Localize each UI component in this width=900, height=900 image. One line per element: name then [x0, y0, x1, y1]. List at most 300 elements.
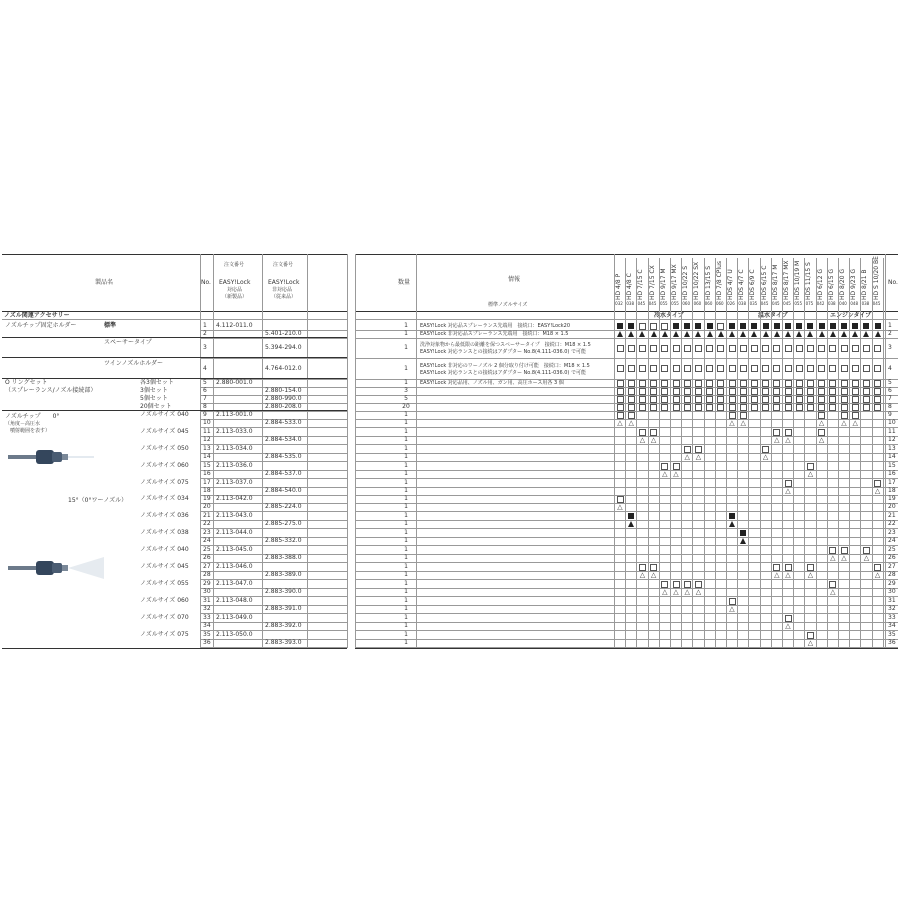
compat-open-mark: [795, 395, 803, 403]
row-number-right: 13: [888, 445, 896, 452]
order-no-legacy: 4.764-012.0: [265, 364, 302, 372]
row-number-right: 36: [888, 639, 896, 646]
compat-open-mark: [762, 387, 770, 395]
compat-open-mark: [694, 379, 702, 387]
compat-open-mark: [784, 614, 792, 622]
row-number-right: 21: [888, 512, 896, 519]
compat-open-mark: [728, 365, 736, 373]
model-header-4: [660, 258, 668, 300]
compat-open-mark: [638, 344, 646, 352]
row-number: 17: [203, 479, 211, 486]
row-number: 32: [203, 605, 211, 612]
row-label: ノズルサイズ 034: [140, 495, 189, 502]
compat-triangle-open-mark: △: [673, 470, 679, 478]
row-number: 20: [203, 503, 211, 510]
row-number: 13: [203, 445, 211, 452]
nozzle-code: 026: [727, 301, 735, 306]
row-number-right: 34: [888, 622, 896, 629]
row-label: ノズルサイズ 036: [140, 512, 189, 519]
label-standard: 標準: [104, 322, 117, 329]
header-product-name: 製品名: [95, 279, 114, 286]
row-label: ノズルサイズ 040: [140, 546, 189, 553]
row-quantity: 5: [404, 395, 408, 402]
compat-triangle-open-mark: △: [650, 571, 657, 579]
compat-open-mark: [694, 403, 702, 411]
compat-black-mark: [862, 322, 870, 330]
row-number: 6: [203, 387, 207, 394]
order-no-legacy: 2.880-990.0: [265, 395, 302, 402]
table-row: [0, 379, 900, 387]
compat-triangle-mark: [739, 330, 747, 338]
row-number: 4: [203, 364, 207, 372]
compat-triangle-open-mark: △: [762, 453, 769, 461]
compat-open-mark: [840, 387, 848, 395]
compat-black-mark: [762, 322, 770, 330]
row-quantity: 1: [404, 445, 408, 452]
row-number: 22: [203, 520, 211, 527]
row-label: ノズルサイズ 055: [140, 580, 189, 587]
compat-triangle-open-mark: △: [662, 470, 668, 478]
compat-open-mark: [650, 395, 658, 403]
compat-open-mark: [874, 387, 882, 395]
compat-open-mark: [728, 597, 736, 605]
compat-black-mark: [784, 322, 792, 330]
nozzle-code: 038: [626, 301, 634, 306]
compat-open-mark: [706, 344, 714, 352]
compat-open-mark: [818, 403, 826, 411]
compat-open-mark: [638, 395, 646, 403]
compat-open-mark: [795, 365, 803, 373]
row-number: 26: [203, 554, 211, 561]
row-info-extra: EASY!Lock 対応ランスとの接続はアダプター No.8(4.111-036.0) で可能: [420, 369, 586, 376]
table-row: [0, 358, 900, 379]
row-label: 5個セット: [140, 395, 168, 402]
label-oring1: O リングセット: [5, 379, 48, 386]
row-quantity: 1: [404, 462, 408, 469]
compat-open-mark: [806, 395, 814, 403]
table-row: [0, 563, 900, 571]
label-tip15: 15°（0°ワーノズル）: [68, 497, 128, 504]
row-quantity: 1: [404, 436, 408, 443]
table-row: [0, 436, 900, 444]
table-row: [0, 546, 900, 554]
row-number: 29: [203, 580, 211, 587]
compat-open-mark: [706, 403, 714, 411]
compat-open-mark: [762, 395, 770, 403]
compat-black-mark: [739, 529, 747, 537]
row-number-right: 19: [888, 495, 896, 502]
compat-open-mark: [717, 395, 725, 403]
compat-open-mark: [862, 395, 870, 403]
compat-open-mark: [795, 387, 803, 395]
compat-triangle-open-mark: △: [639, 571, 646, 579]
order-no-legacy: 2.883-392.0: [265, 622, 302, 629]
compat-triangle-mark: [616, 330, 624, 338]
row-quantity: 1: [404, 554, 408, 561]
compat-open-mark: [683, 344, 691, 352]
row-number: 8: [203, 403, 207, 410]
row-label: ノズルサイズ 050: [140, 445, 189, 452]
compat-open-mark: [706, 379, 714, 387]
model-name: HDS 8/17 MX: [783, 260, 790, 300]
nozzle-code: 075: [805, 301, 814, 306]
compat-open-mark: [672, 379, 680, 387]
compat-open-mark: [661, 379, 669, 387]
row-quantity: 20: [402, 403, 410, 410]
compat-open-mark: [851, 403, 859, 411]
compat-open-mark: [683, 403, 691, 411]
group-separator: [2, 357, 347, 358]
compat-open-mark: [706, 387, 714, 395]
model-header-3: [649, 258, 657, 300]
compat-open-mark: [762, 379, 770, 387]
label-tip: ノズルチップ 0°: [5, 413, 60, 420]
table-row: [0, 445, 900, 453]
compat-triangle-mark: [694, 330, 702, 338]
compat-open-mark: [706, 395, 714, 403]
row-number: 15: [203, 462, 211, 469]
row-number-right: 5: [888, 379, 892, 386]
row-number: 23: [203, 529, 211, 536]
compat-open-mark: [762, 403, 770, 411]
table-row: [0, 479, 900, 487]
compat-open-mark: [616, 403, 624, 411]
compat-triangle-mark: [829, 330, 837, 338]
model-header-14: [772, 258, 780, 300]
compat-triangle-mark: [638, 330, 646, 338]
compat-open-mark: [739, 411, 747, 419]
compat-triangle-open-mark: △: [785, 487, 791, 495]
row-label: ノズルサイズ 045: [140, 428, 189, 435]
top-border-left: [2, 254, 347, 255]
compat-open-mark: [784, 428, 792, 436]
row-number: 16: [203, 470, 211, 477]
compat-triangle-open-mark: △: [673, 588, 679, 596]
order-no-legacy: 2.884-537.0: [265, 470, 302, 477]
compat-black-mark: [739, 322, 747, 330]
compat-open-mark: [862, 546, 870, 554]
compat-open-mark: [773, 403, 781, 411]
compat-open-mark: [638, 563, 646, 571]
compat-open-mark: [773, 379, 781, 387]
compat-open-mark: [806, 365, 814, 373]
row-number: 5: [203, 379, 207, 386]
group-separator: [2, 410, 347, 411]
group-hot: 温水タイプ: [758, 312, 788, 319]
compat-triangle-mark: [750, 330, 758, 338]
header-order-a-title: 注文番号: [224, 262, 245, 268]
row-label: 3個セット: [140, 387, 168, 394]
row-number-right: 4: [888, 364, 892, 372]
row-quantity: 1: [404, 588, 408, 595]
compat-triangle-mark: [795, 330, 803, 338]
row-number: 9: [203, 411, 207, 418]
table-row: [0, 537, 900, 545]
order-no-easylock: 2.113-050.0: [216, 631, 253, 638]
row-quantity: 1: [404, 487, 408, 494]
compat-open-mark: [672, 580, 680, 588]
table-row: [0, 554, 900, 562]
compat-open-mark: [840, 403, 848, 411]
compat-open-mark: [773, 428, 781, 436]
compat-open-mark: [851, 344, 859, 352]
order-no-legacy: 2.884-533.0: [265, 419, 302, 426]
row-label: 各3個セット: [140, 379, 174, 386]
compat-triangle-open-mark: △: [830, 588, 836, 596]
compat-open-mark: [717, 387, 725, 395]
order-no-easylock: 4.112-011.0: [216, 322, 253, 329]
nozzle-code: 038: [738, 301, 746, 306]
compat-open-mark: [650, 403, 658, 411]
compat-open-mark: [739, 395, 747, 403]
model-header-1: [626, 258, 634, 300]
nozzle-code: 045: [637, 301, 646, 306]
order-no-easylock: 2.113-033.0: [216, 428, 253, 435]
row-quantity: 1: [404, 580, 408, 587]
compat-open-mark: [683, 395, 691, 403]
table-row: [0, 503, 900, 511]
compat-black-mark: [728, 322, 736, 330]
compat-triangle-mark: [672, 330, 680, 338]
compat-black-mark: [616, 322, 624, 330]
compat-open-mark: [773, 395, 781, 403]
compat-open-mark: [650, 379, 658, 387]
row-line-right: [355, 647, 898, 648]
row-number: 11: [203, 428, 211, 435]
order-no-legacy: 2.883-391.0: [265, 605, 302, 612]
model-name: HD 4/8 P: [615, 273, 622, 300]
row-number: 14: [203, 453, 211, 460]
compat-black-mark: [773, 322, 781, 330]
compat-triangle-open-mark: △: [841, 419, 847, 427]
compat-open-mark: [661, 322, 669, 330]
row-line-left: [200, 647, 347, 648]
model-name: HD 6/15 G: [827, 268, 835, 300]
table-row: [0, 588, 900, 596]
compat-open-mark: [874, 365, 882, 373]
table-row: [0, 529, 900, 537]
compat-open-mark: [661, 580, 669, 588]
header-order-b-sub2: 非対応品: [272, 287, 293, 293]
model-name: HD 9/17 MX: [671, 264, 678, 300]
order-no-easylock: 2.113-043.0: [216, 512, 253, 519]
row-number-right: 10: [888, 419, 896, 426]
compat-triangle-mark: [862, 330, 870, 338]
order-no-legacy: 2.883-390.0: [265, 588, 302, 595]
row-quantity: 1: [404, 571, 408, 578]
compat-black-mark: [795, 322, 803, 330]
compat-open-mark: [661, 395, 669, 403]
compat-open-mark: [650, 563, 658, 571]
model-header-0: [615, 258, 623, 300]
row-quantity: 1: [404, 479, 408, 486]
model-name: HDS 11/15 S: [805, 262, 813, 300]
compat-open-mark: [773, 387, 781, 395]
header-qty: 数量: [398, 279, 411, 286]
compat-triangle-open-mark: △: [874, 487, 881, 495]
row-quantity: 1: [404, 503, 408, 510]
row-number-right: 28: [888, 571, 896, 578]
compat-triangle-open-mark: △: [841, 554, 847, 562]
compat-open-mark: [650, 322, 658, 330]
nozzle-code: 045: [783, 301, 791, 306]
compat-open-mark: [784, 387, 792, 395]
compat-open-mark: [706, 365, 714, 373]
row-quantity: 1: [404, 512, 408, 519]
table-row: [0, 512, 900, 520]
compat-triangle-mark: [706, 330, 714, 338]
nozzle-code: 060: [704, 301, 713, 306]
compat-open-mark: [829, 365, 837, 373]
compat-open-mark: [672, 365, 680, 373]
compat-black-mark: [829, 322, 837, 330]
row-number-right: 33: [888, 614, 896, 621]
row-number: 21: [203, 512, 211, 519]
compat-open-mark: [762, 445, 770, 453]
row-number-right: 3: [888, 344, 892, 351]
compat-triangle-open-mark: △: [785, 436, 791, 444]
compat-open-mark: [874, 344, 882, 352]
compat-open-mark: [750, 344, 758, 352]
row-quantity: 1: [404, 495, 408, 502]
compat-open-mark: [750, 379, 758, 387]
compat-black-mark: [851, 322, 859, 330]
compat-open-mark: [661, 344, 669, 352]
compat-triangle-open-mark: △: [639, 436, 646, 444]
row-number: 7: [203, 395, 207, 402]
compat-open-mark: [717, 403, 725, 411]
row-number: 12: [203, 436, 211, 443]
order-no-easylock: 2.113-037.0: [216, 479, 253, 486]
nozzle-code: 035: [749, 301, 758, 306]
table-row: [0, 571, 900, 579]
compat-open-mark: [829, 344, 837, 352]
nozzle-code: 045: [648, 301, 657, 306]
compat-black-mark: [706, 322, 714, 330]
table-row: [0, 597, 900, 605]
row-quantity: 1: [404, 520, 408, 527]
model-name: HD 10/22 SX: [693, 261, 701, 300]
nozzle-code: 060: [715, 301, 724, 306]
header-order-b-sub1: EASY!Lock: [268, 279, 300, 286]
compat-black-mark: [874, 322, 882, 330]
model-name: HD 9/17 M: [659, 268, 667, 300]
compat-black-mark: [627, 322, 635, 330]
row-number-right: 18: [888, 487, 896, 494]
table-row: [0, 411, 900, 419]
compat-triangle-mark: [762, 330, 770, 338]
row-label: 20個セット: [140, 403, 172, 410]
compat-open-mark: [773, 365, 781, 373]
compat-open-mark: [627, 403, 635, 411]
table-row: [0, 395, 900, 403]
row-number-right: 9: [888, 411, 892, 418]
bottom-border-right: [355, 648, 898, 649]
row-quantity: 1: [404, 411, 408, 418]
compat-open-mark: [806, 379, 814, 387]
compat-open-mark: [806, 462, 814, 470]
row-quantity: 1: [404, 605, 408, 612]
compat-open-mark: [627, 365, 635, 373]
compat-open-mark: [739, 344, 747, 352]
compat-triangle-open-mark: △: [617, 419, 623, 427]
table-row: [0, 419, 900, 427]
compat-open-mark: [784, 379, 792, 387]
row-number-right: 22: [888, 520, 896, 527]
compat-open-mark: [818, 428, 826, 436]
order-no-legacy: 2.883-389.0: [265, 571, 302, 578]
header-info: 情報: [508, 276, 521, 283]
compat-open-mark: [728, 379, 736, 387]
compat-open-mark: [638, 322, 646, 330]
compat-triangle-mark: [627, 520, 635, 528]
label-tip-sub2: 噴射範囲を表す）: [5, 428, 51, 434]
order-no-legacy: 2.880-208.0: [265, 403, 302, 410]
order-no-legacy: 2.885-224.0: [265, 503, 302, 510]
compat-triangle-mark: [627, 330, 635, 338]
compat-open-mark: [806, 403, 814, 411]
compat-open-mark: [851, 387, 859, 395]
compat-open-mark: [874, 395, 882, 403]
compat-open-mark: [728, 411, 736, 419]
model-name: HDS 4/7 C: [738, 269, 746, 300]
order-no-easylock: 2.113-001.0: [216, 411, 253, 418]
nozzle-code: 055: [794, 301, 802, 306]
compat-open-mark: [840, 411, 848, 419]
compat-triangle-open-mark: △: [650, 436, 657, 444]
compat-triangle-mark: [739, 537, 747, 545]
compat-open-mark: [818, 344, 826, 352]
row-number-right: 15: [888, 462, 896, 469]
compat-open-mark: [818, 387, 826, 395]
row-label: ノズルサイズ 040: [140, 411, 189, 418]
model-header-18: [817, 258, 825, 300]
compat-triangle-open-mark: △: [774, 571, 780, 579]
model-header-17: [805, 258, 813, 300]
compat-open-mark: [784, 365, 792, 373]
row-quantity: 1: [404, 364, 408, 372]
compat-open-mark: [874, 563, 882, 571]
model-header-15: [783, 258, 791, 300]
compat-black-mark: [627, 512, 635, 520]
model-name: HD 9/23 G: [850, 268, 858, 300]
model-name: HD 10/22 S: [682, 265, 690, 300]
group-engine: エンジンタイプ: [830, 312, 872, 319]
compat-open-mark: [627, 344, 635, 352]
compat-open-mark: [717, 344, 725, 352]
compat-open-mark: [616, 387, 624, 395]
compat-black-mark: [840, 322, 848, 330]
compat-black-mark: [750, 322, 758, 330]
compat-open-mark: [739, 387, 747, 395]
row-quantity: 1: [404, 379, 408, 386]
compat-triangle-open-mark: △: [729, 419, 735, 427]
row-number-right: 12: [888, 436, 896, 443]
compat-open-mark: [862, 379, 870, 387]
compat-open-mark: [739, 365, 747, 373]
compat-open-mark: [683, 387, 691, 395]
compat-open-mark: [773, 344, 781, 352]
compat-triangle-mark: [874, 330, 882, 338]
compat-triangle-open-mark: △: [774, 436, 780, 444]
compat-open-mark: [638, 365, 646, 373]
row-number-right: 24: [888, 537, 896, 544]
order-no-easylock: 2.113-049.0: [216, 614, 253, 621]
order-no-easylock: 2.880-001.0: [216, 379, 253, 386]
nozzle-code: 040: [839, 301, 847, 306]
compat-open-mark: [616, 411, 624, 419]
nozzle-code: 045: [771, 301, 780, 306]
